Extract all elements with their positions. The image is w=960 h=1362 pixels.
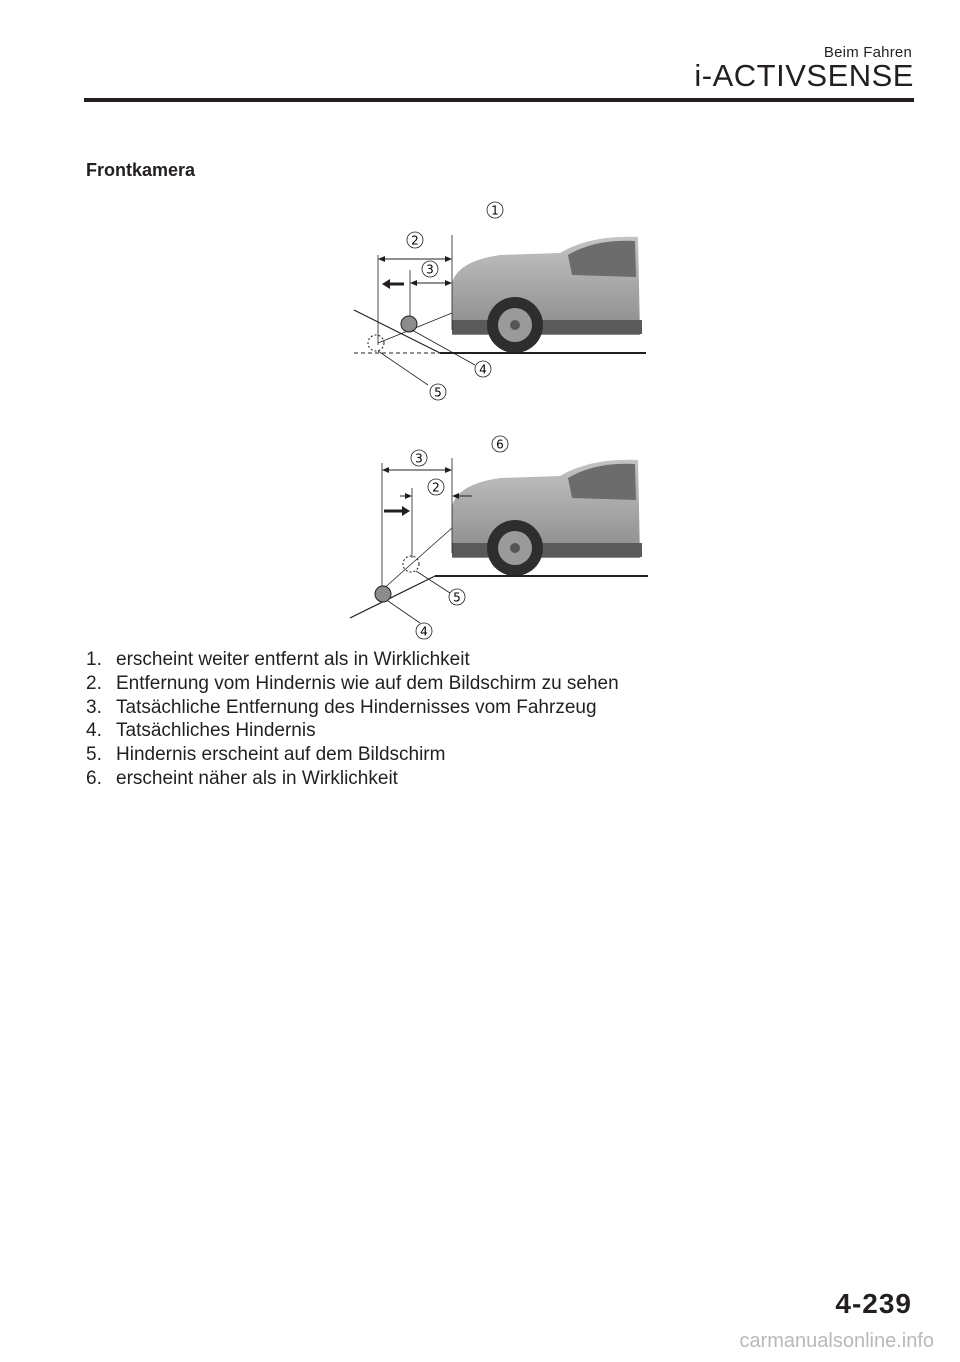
legend-item: 3. Tatsächliche Entfernung des Hindernisses vom Fahrzeug [86, 696, 597, 718]
legend-list [86, 648, 619, 791]
car-image [452, 458, 652, 576]
header-chapter-title: i-ACTIVSENSE [694, 58, 914, 93]
legend-item: 2. Entfernung vom Hindernis wie auf dem Bildschirm zu sehen [86, 672, 619, 694]
watermark: carmanualsonline.info [739, 1330, 934, 1352]
callout-2: 2 [411, 233, 419, 248]
figure-farther-drawing [340, 195, 660, 410]
figure-closer-drawing [340, 428, 660, 646]
header-rule [84, 98, 914, 102]
callout-4: 4 [420, 624, 428, 639]
callout-6: 6 [496, 437, 504, 452]
callout-2: 2 [432, 480, 440, 495]
section-heading: Frontkamera [86, 160, 196, 180]
legend-item: 1. erscheint weiter entfernt als in Wirklichkeit [86, 649, 470, 670]
legend-item: 4. Tatsächliches Hindernis [86, 720, 316, 742]
figure-farther [340, 195, 660, 410]
callout-4: 4 [479, 362, 487, 377]
callout-3: 3 [426, 262, 434, 277]
page-number: 4-239 [835, 1288, 912, 1319]
callout-1: 1 [491, 203, 499, 218]
callout-5: 5 [453, 590, 461, 605]
callout-5: 5 [434, 385, 442, 400]
car-image [452, 235, 652, 353]
figure-closer [340, 428, 660, 646]
legend-item: 6. erscheint näher als in Wirklichkeit [86, 767, 398, 789]
header-section: Beim Fahren [823, 44, 912, 61]
callout-3: 3 [415, 451, 423, 466]
legend-item: 5. Hindernis erscheint auf dem Bildschirm [86, 744, 446, 766]
